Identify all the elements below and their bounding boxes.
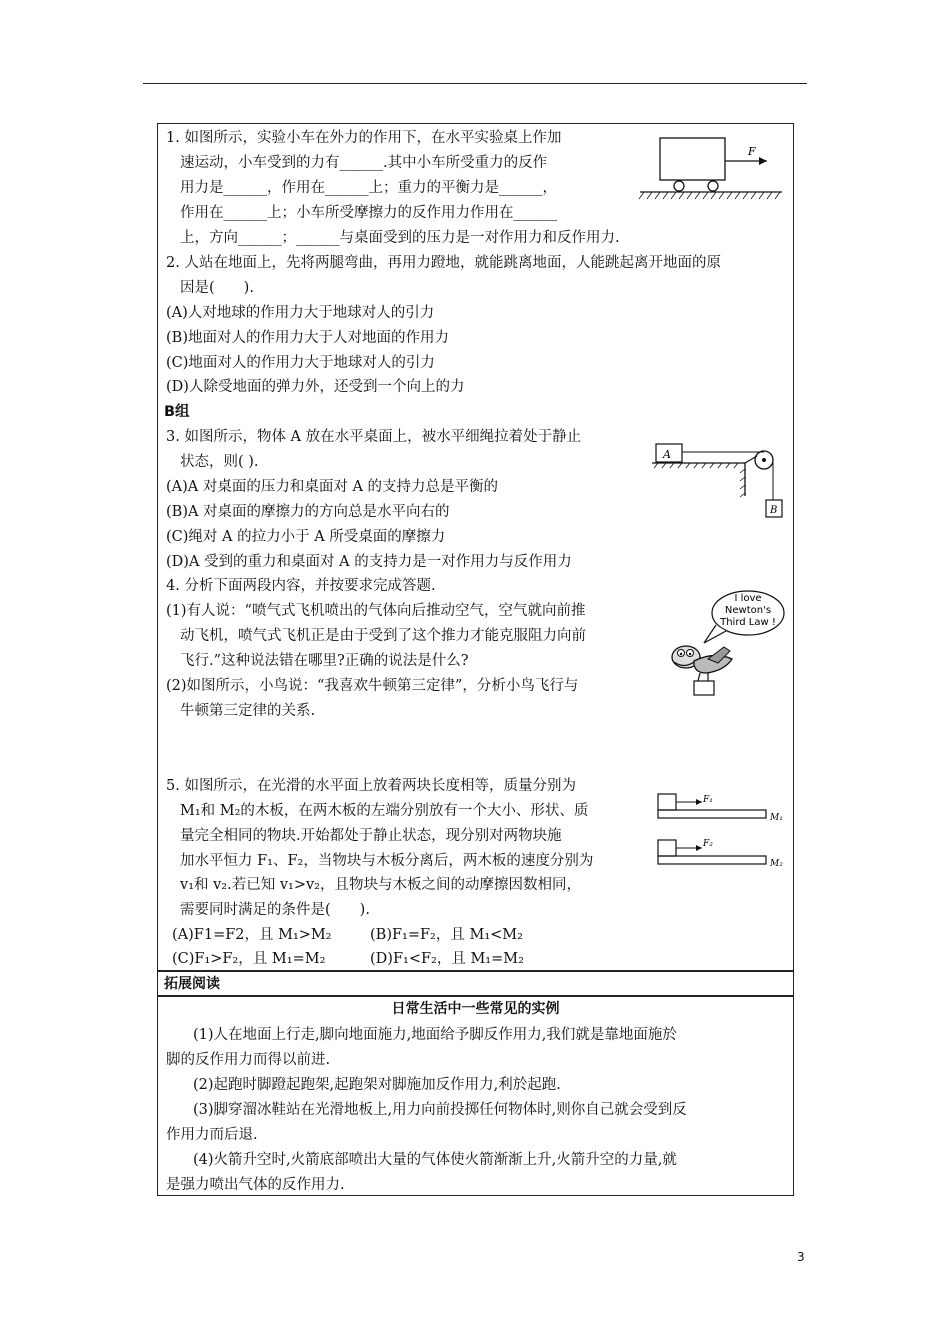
q5-line: M₁和 M₂的木板，在两木板的左端分别放有一个大小、形状、质	[180, 803, 589, 819]
f2-label: F₂	[703, 839, 713, 849]
reading-heading: 拓展阅读	[164, 976, 220, 992]
q5-option: (B)F₁=F₂，且 M₁<M₂	[370, 927, 523, 943]
q4-line: (1)有人说：“喷气式飞机喷出的气体向后推动空气，空气就向前推	[166, 603, 586, 619]
boards-diagram	[656, 786, 792, 876]
reading-heading-row	[157, 971, 794, 996]
cart-diagram	[636, 133, 786, 213]
group-heading: B组	[164, 404, 190, 420]
bubble-line: Third Law !	[720, 617, 776, 628]
reading-line: 是强力喷出气体的反作用力.	[166, 1177, 345, 1193]
q5-line: 量完全相同的物块.开始都处于静止状态，现分别对两物块施	[180, 828, 562, 844]
pulley-diagram	[652, 438, 792, 523]
q2-option: (B)地面对人的作用力大于人对地面的作用力	[166, 330, 449, 346]
q5-line: v₁和 v₂.若已知 v₁>v₂，且物块与木板之间的动摩擦因数相同，	[180, 877, 581, 893]
q3-option: (A)A 对桌面的压力和桌面对 A 的支持力总是平衡的	[166, 479, 499, 495]
reading-line: (1)人在地面上行走,脚向地面施力,地面给予脚反作用力,我们就是靠地面施於	[193, 1027, 677, 1043]
bubble-line: Newton's	[724, 605, 772, 616]
q5-line: 加水平恒力 F₁、F₂，当物块与木板分离后，两木板的速度分别为	[180, 853, 594, 869]
force-label: F	[748, 145, 756, 158]
q5-line: 5. 如图所示，在光滑的水平面上放着两块长度相等，质量分别为	[166, 778, 576, 794]
q1-line: 上，方向______；______与桌面受到的压力是一对作用力和反作用力.	[180, 230, 620, 246]
block-b-label: B	[770, 505, 778, 516]
q4-line: (2)如图所示，小鸟说：“我喜欢牛顿第三定律”，分析小鸟飞行与	[166, 678, 579, 694]
q2-line: 因是( ).	[180, 280, 254, 296]
bubble-line: I love	[734, 593, 762, 604]
page-number: 3	[797, 1250, 805, 1264]
q4-line: 飞行.”这种说法错在哪里?正确的说法是什么?	[180, 653, 469, 669]
q2-option: (C)地面对人的作用力大于地球对人的引力	[166, 355, 435, 371]
reading-line: (4)火箭升空时,火箭底部喷出大量的气体使火箭渐渐上升,火箭升空的力量,就	[193, 1152, 677, 1168]
q2-line: 2. 人站在地面上，先将两腿弯曲，再用力蹬地，就能跳离地面，人能跳起离开地面的原	[166, 255, 721, 271]
m2-label: M₂	[770, 859, 783, 869]
q2-option: (A)人对地球的作用力大于地球对人的引力	[166, 305, 435, 321]
bird-cartoon	[664, 585, 789, 700]
q5-line: 需要同时满足的条件是( ).	[180, 902, 370, 918]
q1-line: 速运动，小车受到的力有______.其中小车所受重力的反作	[180, 155, 548, 171]
q3-option: (D)A 受到的重力和桌面对 A 的支持力是一对作用力与反作用力	[166, 554, 572, 570]
q3-option: (B)A 对桌面的摩擦力的方向总是水平向右的	[166, 504, 450, 520]
header-rule	[143, 83, 807, 84]
q5-option: (C)F₁>F₂，且 M₁=M₂	[172, 951, 326, 967]
q1-line: 用力是______，作用在______上；重力的平衡力是______，	[180, 180, 557, 196]
q3-line: 3. 如图所示，物体 A 放在水平桌面上，被水平细绳拉着处于静止	[166, 429, 582, 445]
block-a-label: A	[663, 448, 671, 461]
q3-line: 状态，则( ).	[180, 454, 259, 470]
q2-option: (D)人除受地面的弹力外，还受到一个向上的力	[166, 379, 465, 395]
q5-option: (D)F₁<F₂，且 M₁=M₂	[370, 951, 524, 967]
q4-line: 动飞机，喷气式飞机正是由于受到了这个推力才能克服阻力向前	[180, 628, 586, 644]
reading-title: 日常生活中一些常见的实例	[391, 1001, 560, 1017]
reading-line: (2)起跑时脚蹬起跑架,起跑架对脚施加反作用力,利於起跑.	[193, 1077, 561, 1093]
q4-line: 4. 分析下面两段内容，并按要求完成答题.	[166, 578, 436, 594]
q3-option: (C)绳对 A 的拉力小于 A 所受桌面的摩擦力	[166, 529, 446, 545]
reading-line: 作用力而后退.	[166, 1127, 258, 1143]
reading-line: 脚的反作用力而得以前进.	[166, 1052, 331, 1068]
q1-line: 作用在______上；小车所受摩擦力的反作用力作用在______	[180, 205, 557, 221]
q1-line: 1. 如图所示，实验小车在外力的作用下，在水平实验桌上作加	[166, 130, 562, 146]
q5-option: (A)F1=F2，且 M₁>M₂	[172, 927, 332, 943]
m1-label: M₁	[770, 813, 783, 823]
q4-line: 牛顿第三定律的关系.	[180, 703, 316, 719]
f1-label: F₁	[703, 795, 713, 805]
reading-line: (3)脚穿溜冰鞋站在光滑地板上,用力向前投掷任何物体时,则你自己就会受到反	[193, 1102, 687, 1118]
